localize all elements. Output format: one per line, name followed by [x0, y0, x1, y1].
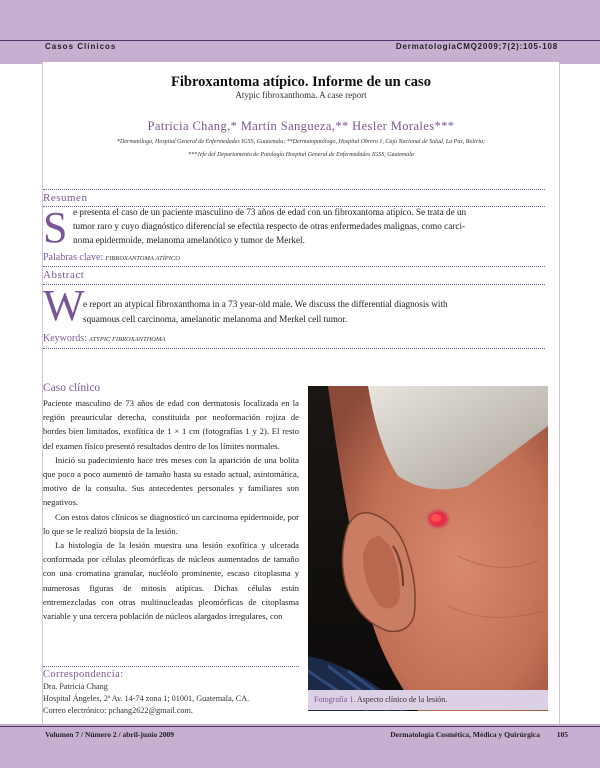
keywords-label: Palabras clave:	[43, 252, 104, 263]
header-rule	[0, 40, 600, 41]
figure-caption-text: Aspecto clínico de la lesión.	[356, 695, 448, 704]
section-label: Casos Clínicos	[45, 42, 117, 51]
case-paragraph: Paciente masculino de 73 años de edad con dermatosis localizada en la región preauricular derecha, constituida por neoformación rojiza de bordes bien limitados, exofítica de 1 × 1 cm (fotografías 1 y 2). El resto del examen físico presentó resultados dentro de los límites normales.	[43, 398, 299, 451]
keywords-value: FIBROXANTOMA ATÍPICO	[105, 255, 180, 262]
correspondence-address: Hospital Ángeles, 2ª Av. 14-74 zona 1; 01001, Guatemala, CA.	[43, 694, 250, 703]
issue-info: Volumen 7 / Número 2 / abril-junio 2009	[45, 730, 174, 739]
resumen-line: noma epidermoide, melanoma amelanótico y tumor de Merkel.	[73, 235, 305, 245]
abstract-divider	[43, 266, 545, 267]
affiliation-line: *Dermatóloga, Hospital General de Enfermedades IGSS, Guatemala; **Dermatopatólogo, Hospital Obrero 1, Caja Nacional de Salud, La Paz, Bolivia;	[116, 139, 486, 145]
resumen-heading: Resumen	[43, 192, 88, 204]
article-page	[42, 62, 560, 724]
abstract-line: squamous cell carcinoma, amelanotic melanoma and Merkel cell tumor.	[83, 314, 348, 324]
resumen-line: e presenta el caso de un paciente masculino de 73 años de edad con un fibroxantoma atípico. Se trata de un	[73, 207, 467, 217]
footer-rule	[0, 726, 600, 727]
keywords-value: ATYPIC FIBROXANTHOMA	[88, 336, 166, 343]
journal-name: Dermatología Cosmética, Médica y Quirúrgica	[390, 730, 540, 739]
clinical-photo	[308, 386, 548, 711]
figure-label: Fotografía 1.	[314, 695, 356, 704]
resumen-keywords	[43, 252, 180, 263]
abstract-dropcap: W	[43, 281, 85, 330]
article-title: Fibroxantoma atípico. Informe de un caso	[171, 74, 431, 90]
abstract-divider	[43, 284, 545, 285]
abstract-keywords	[43, 333, 165, 344]
resumen-dropcap: S	[43, 203, 68, 252]
abstract-heading: Abstract	[43, 269, 85, 281]
figure-caption	[308, 690, 548, 710]
abstract-divider	[43, 348, 545, 349]
header-band	[0, 0, 600, 64]
case-paragraph: La histología de la lesión muestra una lesión exofítica y ulcerada conformada por células pleomórficas de núcleos aumentados de tamaño con una cromatina granular, nucléolo prominente, escaso citoplasma y numerosas figuras de mitosis atípicas. Dichas células están entremezcladas con otras multinucleadas pleomórficas de citoplasma variable y una tercera población de núcleos alargados irregulares, con	[43, 540, 299, 622]
affiliation-line: ***Jefe del Departamento de Patología Hospital General de Enfermedades IGSS, Guatemala	[188, 152, 414, 158]
correspondence-divider	[43, 666, 299, 667]
correspondence-name: Dra. Patricia Chang	[43, 682, 108, 691]
page-number: 105	[556, 730, 568, 739]
keywords-label: Keywords:	[43, 333, 87, 344]
footer-band	[0, 724, 600, 768]
case-paragraph: Inició su padecimiento hace tres meses con la aparición de una bolita que poco a poco aumentó de tamaño hasta su estado actual, asintomática, motivo de la consulta. Sus antecedentes personales y familiares son negativos.	[43, 454, 299, 508]
journal-reference: DermatologíaCMQ2009;7(2):105-108	[395, 42, 558, 51]
resumen-line: tumor raro y cuyo diagnóstico diferencial se efectúa respecto de otras enfermedades malignas, como carci-	[73, 221, 466, 231]
case-body	[43, 396, 299, 623]
case-paragraph: Con estos datos clínicos se diagnosticó un carcinoma epidermoide, por lo que se le realizó biopsia de la lesión.	[43, 511, 299, 536]
correspondence-email: Correo electrónico: pchang2622@gmail.com.	[43, 706, 193, 715]
case-heading: Caso clínico	[43, 382, 101, 394]
abstract-line: e report an atypical fibroxanthoma in a 73 year-old male. We discuss the differential diagnosis with	[83, 299, 448, 309]
correspondence-heading: Correspondencia:	[43, 669, 124, 680]
author-list: Patricia Chang,* Martín Sangueza,** Hesler Morales***	[147, 119, 455, 133]
resumen-divider	[43, 189, 545, 190]
article-subtitle: Atypic fibroxanthoma. A case report	[235, 90, 367, 100]
